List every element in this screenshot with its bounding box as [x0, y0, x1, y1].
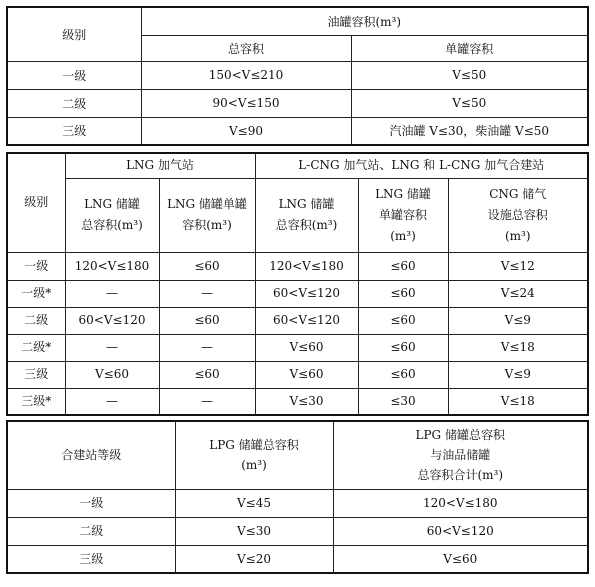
grade-cell: 一级: [7, 252, 65, 280]
value-cell: —: [65, 280, 159, 307]
grade-cell: 一级: [7, 489, 175, 517]
table-row: [7, 517, 588, 545]
value-cell: V≤60: [65, 361, 159, 388]
table-row: [7, 252, 588, 280]
value-cell: ≤60: [358, 252, 448, 280]
value-cell: —: [159, 388, 255, 415]
table-row: [7, 89, 588, 117]
header-lpg-oil-combined: LPG 储罐总容积 与油品储罐 总容积合计(m³): [333, 421, 588, 489]
total-cell: 150<V≤210: [141, 61, 351, 89]
grade-cell: 一级: [7, 61, 141, 89]
value-cell: V≤60: [333, 545, 588, 573]
value-cell: V≤24: [448, 280, 588, 307]
value-cell: V≤9: [448, 307, 588, 334]
value-cell: ≤60: [159, 307, 255, 334]
grade-cell: 三级: [7, 361, 65, 388]
value-cell: 120<V≤180: [255, 252, 358, 280]
header-combined-grade: 合建站等级: [7, 421, 175, 489]
table-row: [7, 545, 588, 573]
value-cell: ≤60: [358, 280, 448, 307]
total-cell: V≤90: [141, 117, 351, 145]
value-cell: V≤30: [175, 517, 333, 545]
value-cell: 60<V≤120: [255, 307, 358, 334]
grade-cell: 三级: [7, 117, 141, 145]
value-cell: V≤18: [448, 388, 588, 415]
value-cell: V≤60: [255, 334, 358, 361]
value-cell: V≤30: [255, 388, 358, 415]
value-cell: —: [65, 388, 159, 415]
value-cell: V≤45: [175, 489, 333, 517]
value-cell: V≤18: [448, 334, 588, 361]
table-row: [7, 388, 588, 415]
subheader-lng-total: LNG 储罐 总容积(m³): [65, 178, 159, 252]
oil-tank-grade-table: [6, 6, 589, 146]
value-cell: —: [159, 334, 255, 361]
table-row: [7, 61, 588, 89]
value-cell: 60<V≤120: [255, 280, 358, 307]
value-cell: 60<V≤120: [65, 307, 159, 334]
grade-cell: 三级: [7, 545, 175, 573]
header-grade: 级别: [7, 153, 65, 252]
value-cell: ≤30: [358, 388, 448, 415]
table-oil-tanks: [6, 6, 587, 146]
header-oil-volume: 油罐容积(m³): [141, 7, 588, 35]
value-cell: ≤60: [358, 307, 448, 334]
grade-cell: 一级*: [7, 280, 65, 307]
grade-cell: 三级*: [7, 388, 65, 415]
value-cell: ≤60: [159, 361, 255, 388]
header-total-volume: 总容积: [141, 35, 351, 61]
grade-cell: 二级: [7, 517, 175, 545]
single-cell: V≤50: [351, 89, 588, 117]
header-grade: 级别: [7, 7, 141, 61]
total-cell: 90<V≤150: [141, 89, 351, 117]
single-cell: V≤50: [351, 61, 588, 89]
table-row: [7, 307, 588, 334]
single-cell: 汽油罐 V≤30，柴油罐 V≤50: [351, 117, 588, 145]
header-combined-station: L-CNG 加气站、LNG 和 L-CNG 加气合建站: [255, 153, 588, 178]
value-cell: —: [159, 280, 255, 307]
grade-cell: 二级: [7, 307, 65, 334]
lng-grade-table: [6, 152, 589, 416]
header-lpg-total: LPG 储罐总容积 (m³): [175, 421, 333, 489]
header-single-volume: 单罐容积: [351, 35, 588, 61]
subheader-cng-storage: CNG 储气 设施总容积 (m³): [448, 178, 588, 252]
table-lpg: [6, 420, 587, 574]
table-row: [7, 117, 588, 145]
value-cell: ≤60: [358, 361, 448, 388]
value-cell: 120<V≤180: [333, 489, 588, 517]
grade-cell: 二级: [7, 89, 141, 117]
value-cell: —: [65, 334, 159, 361]
value-cell: 60<V≤120: [333, 517, 588, 545]
value-cell: ≤60: [358, 334, 448, 361]
grade-cell: 二级*: [7, 334, 65, 361]
value-cell: V≤12: [448, 252, 588, 280]
table-row: [7, 334, 588, 361]
value-cell: 120<V≤180: [65, 252, 159, 280]
table-row: [7, 489, 588, 517]
subheader-lng-total-combined: LNG 储罐 总容积(m³): [255, 178, 358, 252]
lpg-grade-table: [6, 420, 589, 574]
table-lng: [6, 152, 587, 416]
value-cell: ≤60: [159, 252, 255, 280]
table-row: [7, 361, 588, 388]
table-row: [7, 280, 588, 307]
subheader-lng-single-combined: LNG 储罐 单罐容积 (m³): [358, 178, 448, 252]
value-cell: V≤60: [255, 361, 358, 388]
value-cell: V≤20: [175, 545, 333, 573]
value-cell: V≤9: [448, 361, 588, 388]
subheader-lng-single: LNG 储罐单罐 容积(m³): [159, 178, 255, 252]
header-lng-station: LNG 加气站: [65, 153, 255, 178]
